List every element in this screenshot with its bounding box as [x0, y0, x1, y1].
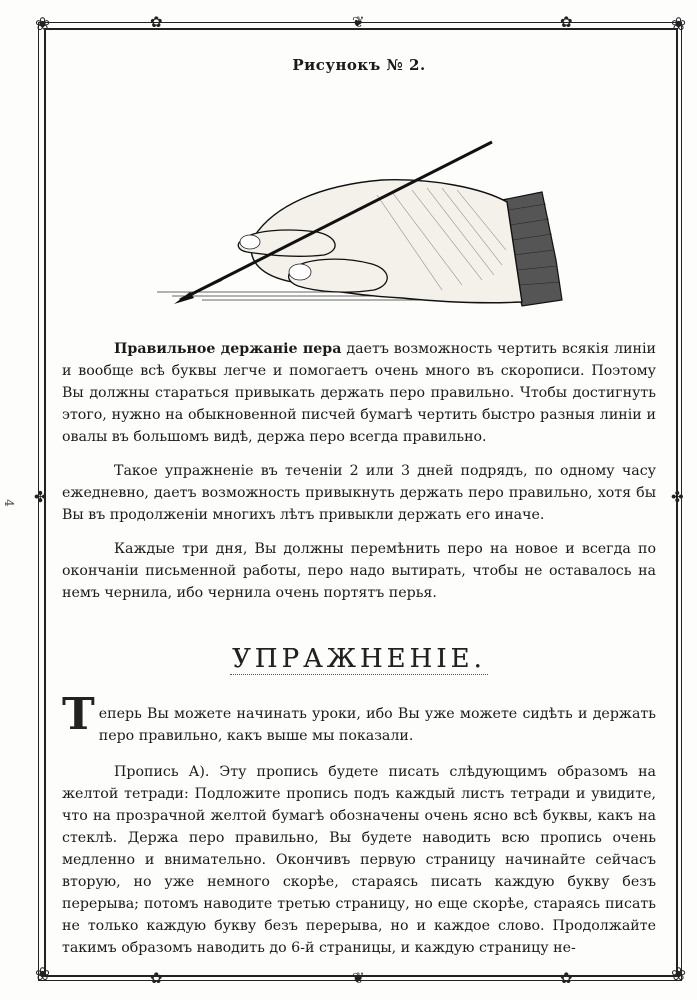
- side-page-number: 4: [1, 499, 16, 507]
- corner-ornament-bottom-left: ❀: [35, 964, 51, 985]
- drop-cap: Т: [62, 689, 95, 740]
- paragraph-text: еперь Вы можете начинать уроки, ибо Вы уже можете сидѣть и держать перо правильно, какъ выше мы показали.: [98, 706, 656, 744]
- corner-ornament-bottom-right: ❀: [671, 964, 687, 985]
- paragraph-exercise-daily: Такое упражненіе въ теченіи 2 или 3 дней подрядъ, по одному часу ежедневно, даетъ возможность привыкнуть держать перо правильно, хотя бы Вы въ продолженіи многихъ лѣтъ привыкли держать его иначе.: [62, 463, 656, 523]
- paragraph-start-lessons: [62, 689, 656, 747]
- paragraph-lead-bold: Правильное держаніе пера: [114, 341, 342, 357]
- bottom-center-ornament: ❦: [352, 969, 365, 987]
- left-side-ornament: ✤: [34, 488, 47, 506]
- page-content: [62, 56, 656, 959]
- paragraph-propis-a: Пропись А). Эту пропись будете писать слѣдующимъ образомъ на желтой тетради: Подложите пропись подъ каждый листъ тетради и увидите, что на прозрачной желтой бумагѣ обозначены очень ясно всѣ буквы, какъ на стеклѣ. Держа перо правильно, Вы будете наводить всю пропись очень медленно и внимательно. Окончивъ первую страницу начинайте сейчасъ вторую, но уже немного скорѣе, стараясь писать каждую букву безъ перерыва; потомъ наводите третью страницу, но еще скорѣе, стараясь писать не только каждую букву безъ перерыва, но и каждое слово. Продолжайте такимъ образомъ наводить до 6-й страницы, и каждую страницу не-: [62, 764, 656, 956]
- figure-title: Рисунокъ № 2.: [292, 56, 426, 74]
- right-side-ornament: ✤: [671, 488, 684, 506]
- paragraph-pen-change: Каждые три дня, Вы должны перемѣнить перо на новое и всегда по окончаніи письменной работы, перо надо вытирать, чтобы не оставалось на немъ чернила, ибо чернила очень портятъ перья.: [62, 541, 656, 601]
- hand-pen-drawing: [62, 80, 656, 330]
- section-heading-text: УПРАЖНЕНІЕ.: [232, 644, 486, 674]
- top-center-ornament: ❦: [352, 13, 365, 31]
- section-heading: [62, 644, 656, 675]
- bottom-right-ornament: ✿: [560, 969, 573, 987]
- hand-pen-illustration: [62, 80, 656, 330]
- paragraph-text: даетъ возможность чертить всякія линіи и вообще всѣ буквы легче и помогаетъ очень много въ скорописи. Поэтому Вы должны стараться привыкать держать перо правильно. Чтобы достигнуть этого, нужно на обыкновенной писчей бумагѣ чертить быстро разныя линіи и овалы въ большомъ видѣ, держа перо всегда правильно.: [62, 341, 656, 445]
- top-right-ornament: ✿: [560, 13, 573, 31]
- corner-ornament-top-right: ❀: [671, 14, 687, 35]
- top-left-ornament: ✿: [150, 13, 163, 31]
- corner-ornament-top-left: ❀: [35, 14, 51, 35]
- paragraph-pen-holding: [62, 338, 656, 448]
- bottom-left-ornament: ✿: [150, 969, 163, 987]
